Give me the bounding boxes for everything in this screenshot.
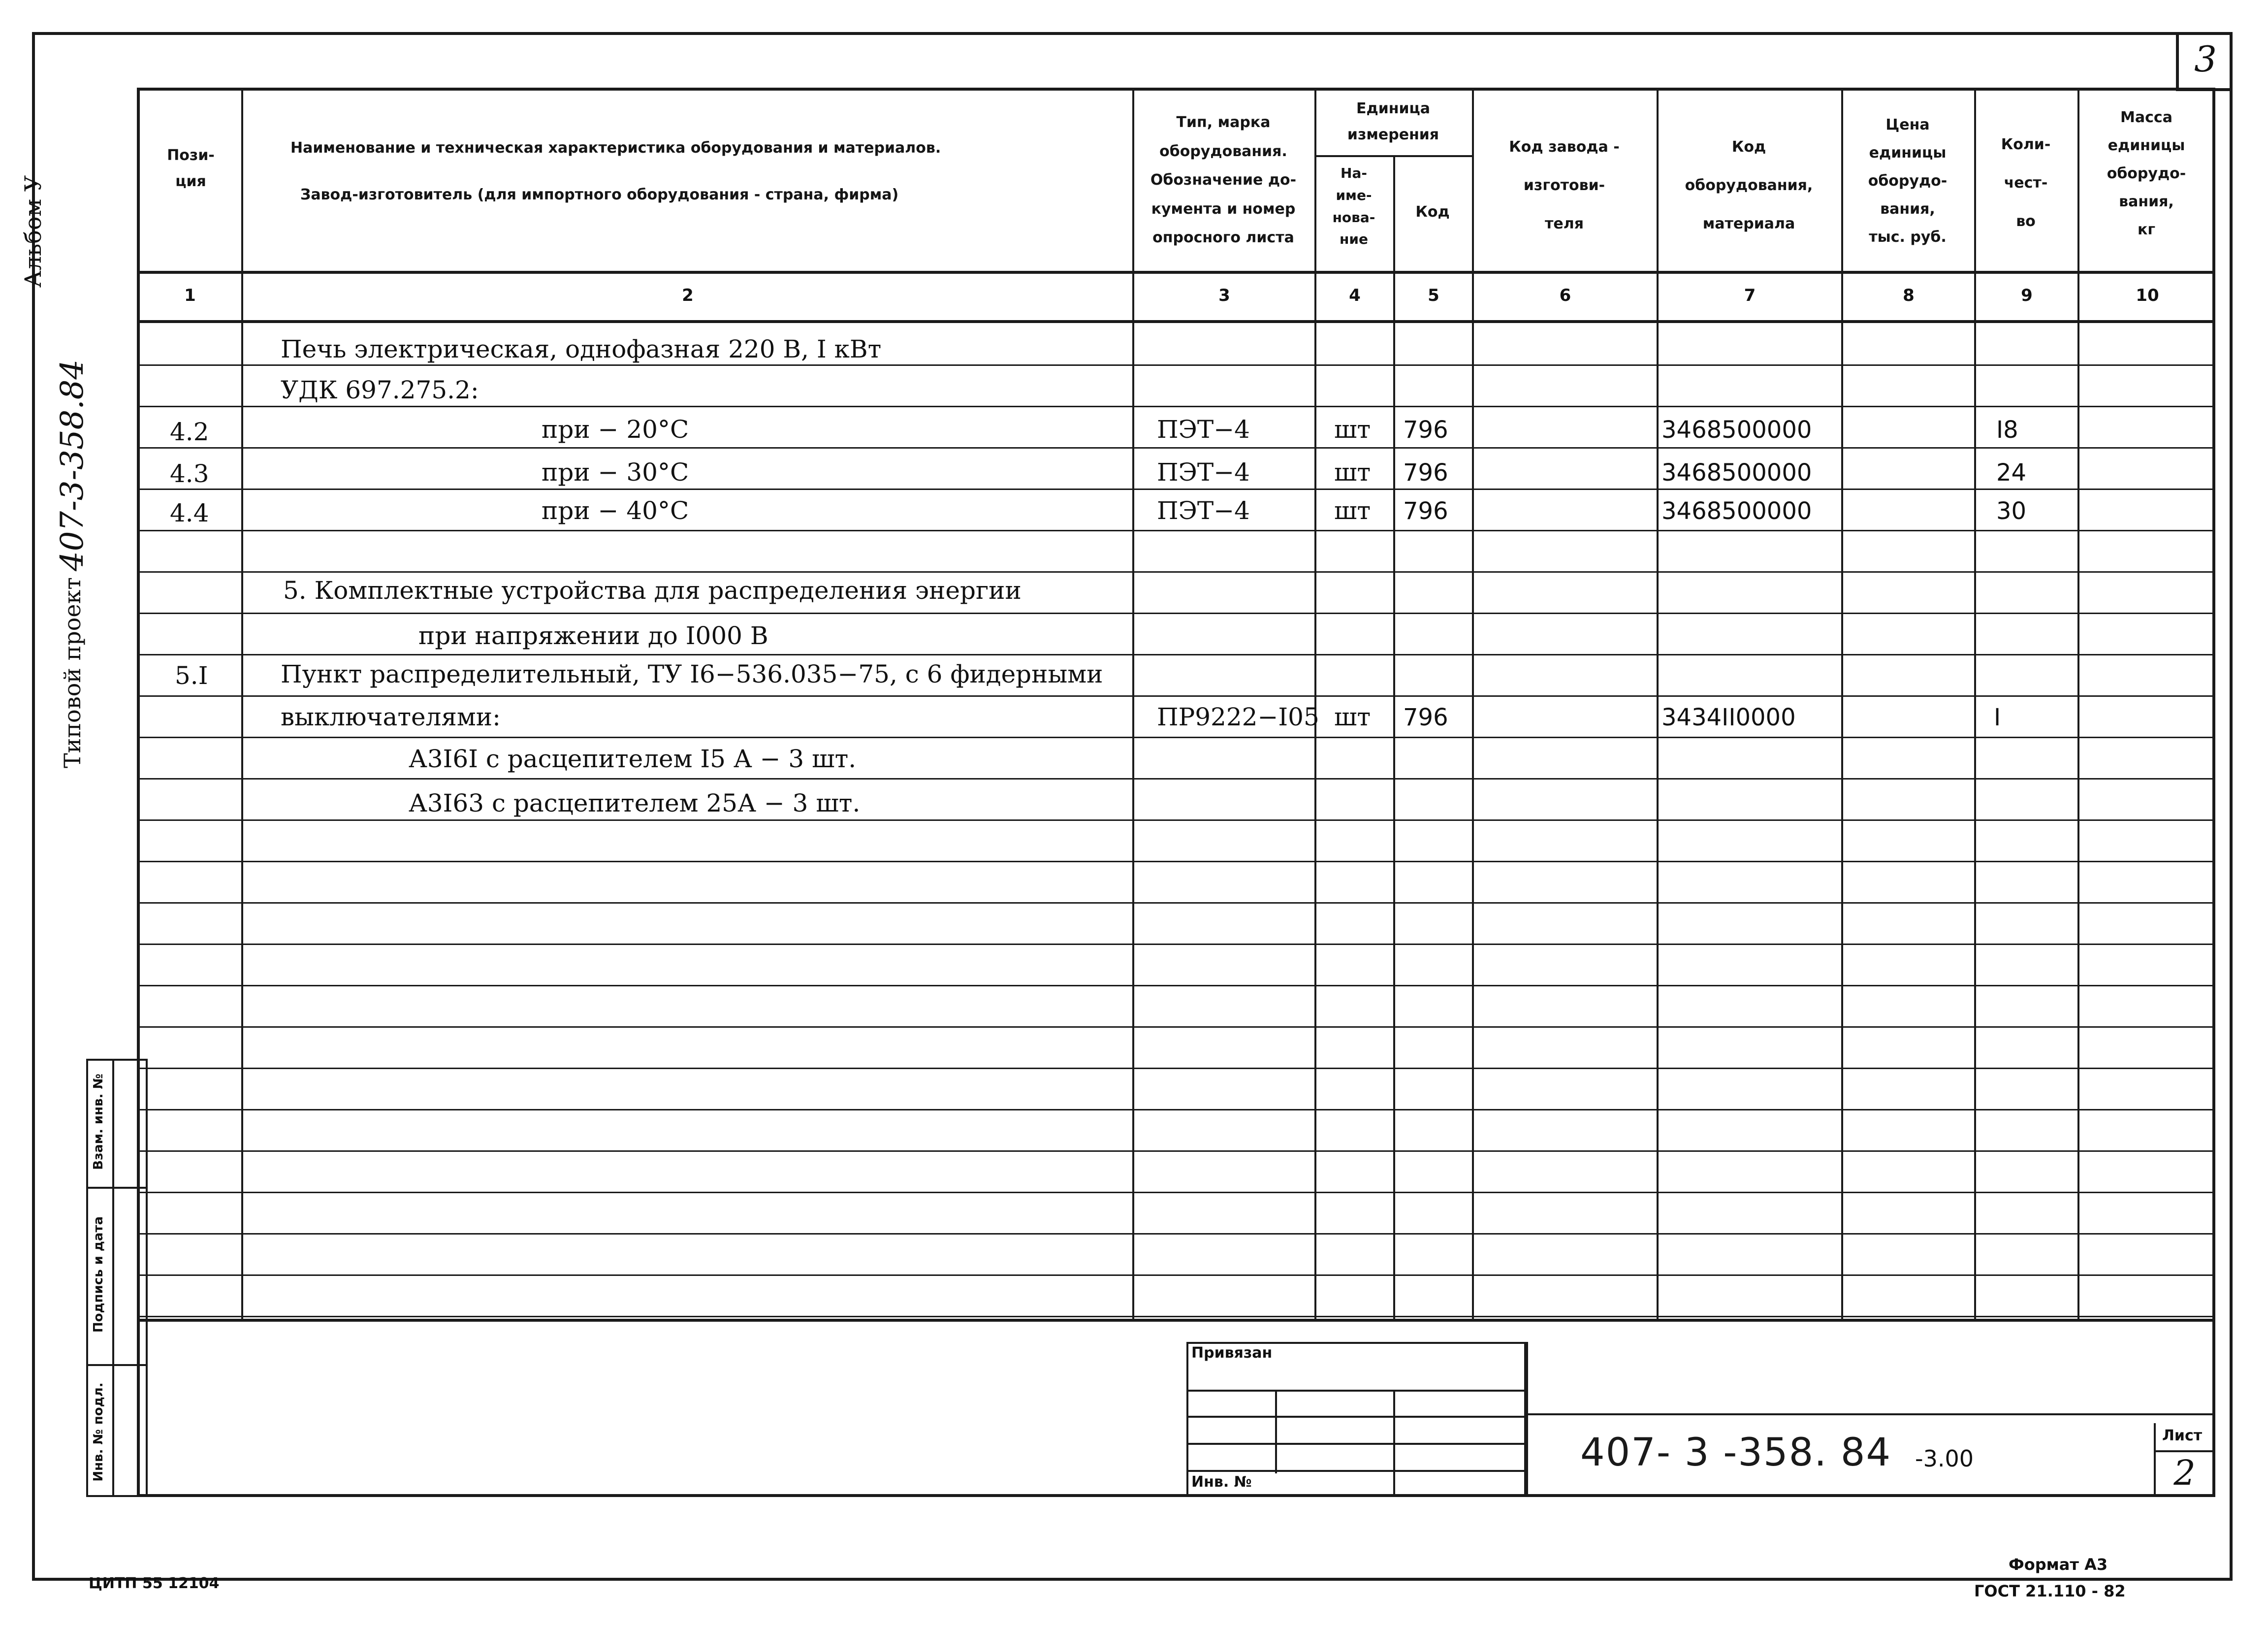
row-equip-code: 3434II0000 [1661,704,1796,731]
row-qty: 30 [1996,497,2027,525]
typical-project-label: Типовой проект [59,577,86,768]
footer-gost: ГОСТ 21.110 - 82 [1974,1582,2126,1600]
header-name-line2: Завод-изготовитель (для импортного оборудования - страна, фирма) [300,186,899,203]
row-name: при − 20°С [542,415,689,444]
row-name: выключателями: [281,703,501,731]
row-name: 5. Комплектные устройства для распределения энергии [283,576,1022,605]
header-qty: Коли- чест- во [2001,136,2051,230]
row-rule [137,1068,2215,1069]
sheet-label: Лист [2162,1427,2203,1444]
footer-left-code: ЦИТП 55 12104 [89,1575,220,1592]
row-qty: I8 [1996,416,2018,444]
header-position: Пози- ция [167,147,215,190]
row-type: ПЭТ−4 [1157,458,1250,487]
row-rule [137,364,2215,366]
row-equip-code: 3468500000 [1661,459,1812,487]
row-rule [137,1109,2215,1110]
inv-no-label: Инв. № [1191,1473,1252,1491]
row-name: А3I63 с расцепителем 25А − 3 шт. [409,789,861,817]
row-rule [137,944,2215,945]
row-rule [137,406,2215,407]
row-name: А3I6I с расцепителем I5 А − 3 шт. [409,745,857,773]
row-rule [137,447,2215,449]
sheet-number: 2 [2173,1453,2196,1493]
row-unit-code: 796 [1403,459,1448,487]
row-rule [137,571,2215,573]
header-unit-name: На- име- нова- ние [1332,165,1375,248]
stamp-sign-date: Подпись и дата [91,1216,106,1333]
header-unit-code: Код [1415,203,1450,221]
row-rule [137,695,2215,697]
row-rule [137,985,2215,986]
row-type: ПР9222−I05 [1157,703,1319,731]
header-price: Цена единицы оборудо- вания, тыс. руб. [1868,116,1948,246]
header-factory-code: Код завода - изготови- теля [1509,138,1620,232]
row-rule [137,1192,2215,1193]
row-equip-code: 3468500000 [1661,497,1812,525]
col-num-3: 3 [1218,286,1230,305]
bound-label: Привязан [1191,1344,1273,1362]
row-position: 5.I [175,661,208,690]
row-rule [137,1274,2215,1276]
corner-sheet-number: 3 [2194,38,2217,80]
row-rule [137,613,2215,614]
row-rule [137,861,2215,862]
row-name: Пункт распределительный, ТУ I6−536.035−75, с 6 фидерными [281,660,1103,688]
col-num-9: 9 [2021,286,2033,305]
doc-code-suffix: -3.00 [1915,1445,1974,1472]
col-num-10: 10 [2136,286,2159,305]
row-rule [137,902,2215,904]
row-rule [137,819,2215,821]
row-name: УДК 697.275.2: [281,376,479,404]
col-num-5: 5 [1428,286,1439,305]
row-unit-code: 796 [1403,416,1448,444]
header-name-line1: Наименование и техническая характеристика оборудования и материалов. [290,139,941,157]
row-position: 4.4 [170,499,209,527]
album-label: Альбом У [20,175,46,288]
row-unit-code: 796 [1403,704,1448,731]
row-position: 4.3 [170,459,209,488]
row-rule [137,1150,2215,1152]
row-rule [137,489,2215,490]
col-num-2: 2 [682,286,694,305]
row-type: ПЭТ−4 [1157,496,1250,525]
col-num-7: 7 [1744,286,1756,305]
header-type: Тип, марка оборудования. Обозначение до- кумента и номер опросного листа [1150,114,1297,246]
row-position: 4.2 [170,418,209,446]
col-num-6: 6 [1559,286,1571,305]
row-type: ПЭТ−4 [1157,415,1250,444]
col-num-4: 4 [1349,286,1361,305]
header-equip-code: Код оборудования, материала [1685,138,1813,232]
row-unit: шт [1334,458,1371,487]
doc-code: 407- 3 -358. 84 [1580,1431,1892,1475]
row-rule [137,1316,2215,1317]
row-name: Печь электрическая, однофазная 220 В, I кВт [281,335,882,363]
stamp-inv-orig: Инв. № подл. [91,1382,106,1482]
row-name: при напряжении до I000 В [418,621,768,650]
row-unit: шт [1334,496,1371,525]
header-unit: Единица измерения [1347,100,1439,143]
row-equip-code: 3468500000 [1661,416,1812,444]
side-project-code: 407-3-358.84 [54,359,91,571]
row-rule [137,1026,2215,1028]
footer-format: Формат А3 [2009,1555,2108,1574]
row-name: при − 40°С [542,496,689,525]
col-num-1: 1 [184,286,196,305]
row-name: при − 30°С [542,458,689,487]
row-rule [137,778,2215,780]
row-rule [137,654,2215,655]
row-unit: шт [1334,703,1371,731]
row-qty: 24 [1996,459,2027,487]
row-unit: шт [1334,415,1371,444]
row-rule [137,1233,2215,1235]
stamp-replace-inv: Взам. инв. № [91,1074,106,1170]
row-qty: I [1994,704,2001,731]
row-rule [137,737,2215,738]
row-rule [137,530,2215,531]
row-unit-code: 796 [1403,497,1448,525]
col-num-8: 8 [1903,286,1915,305]
header-mass: Масса единицы оборудо- вания, кг [2107,109,2186,238]
